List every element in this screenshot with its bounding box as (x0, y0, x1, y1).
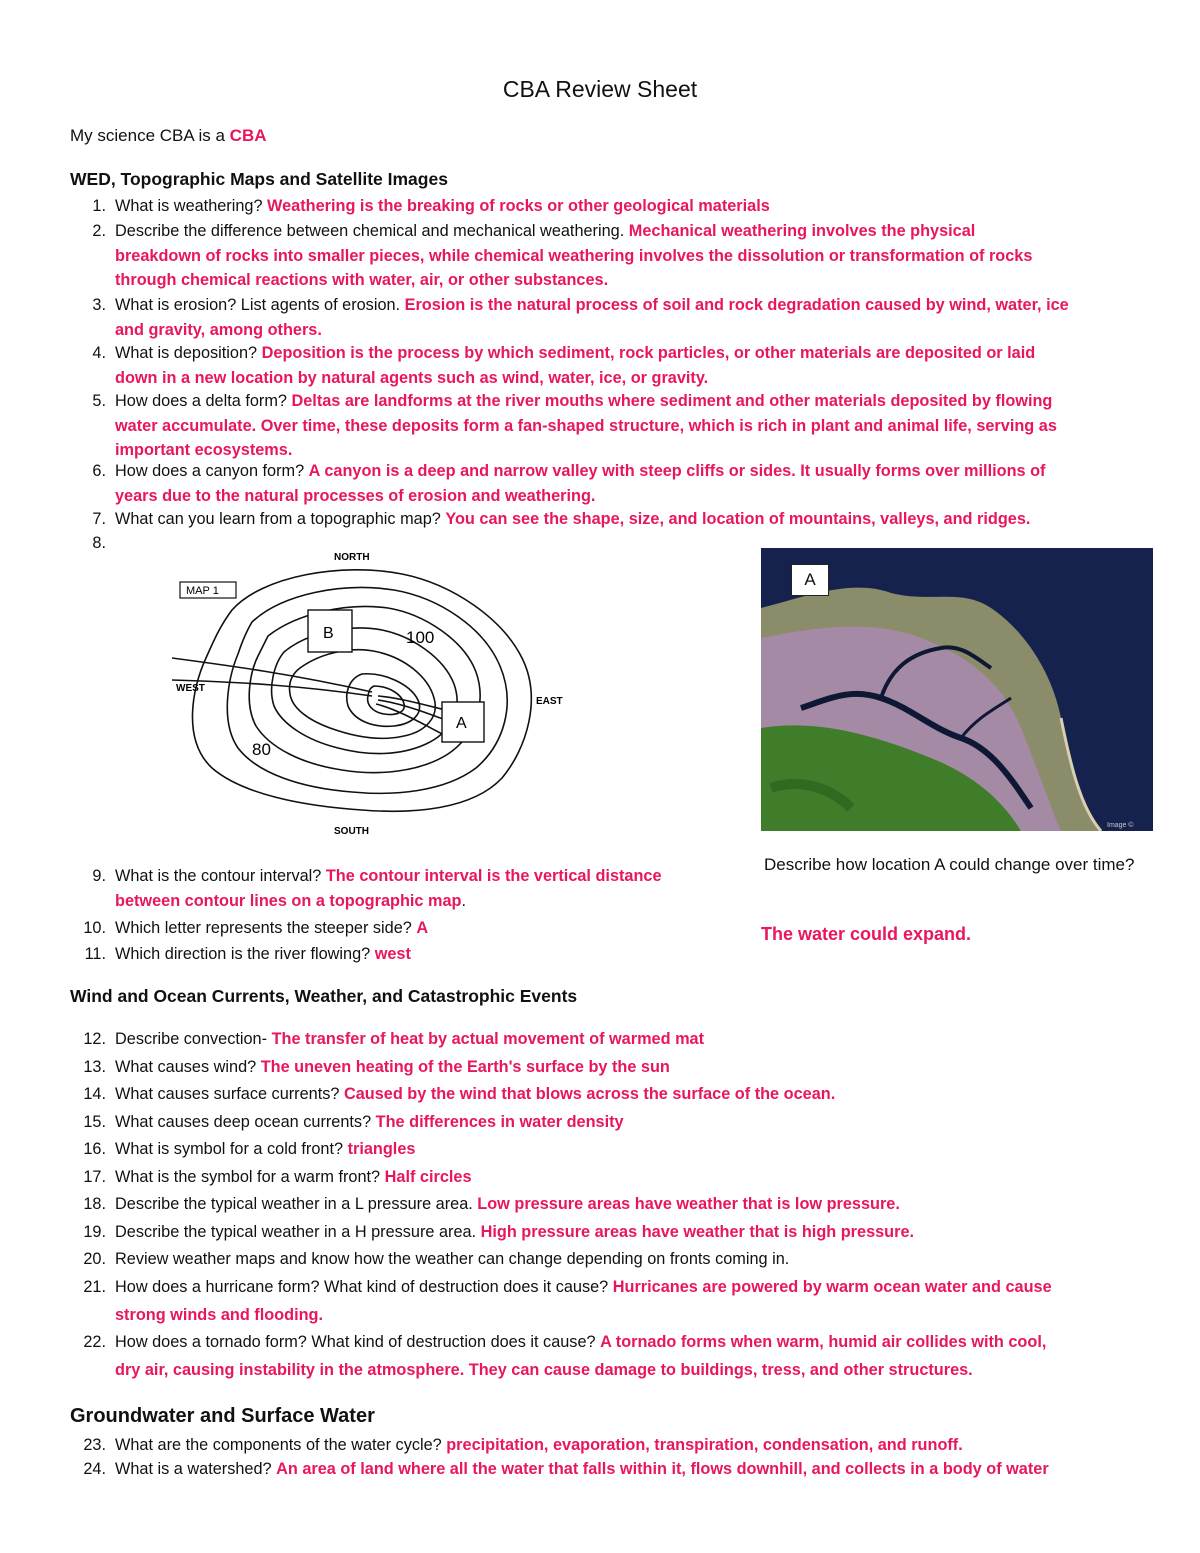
question-number: 6. (92, 462, 106, 480)
question-number: 3. (92, 296, 106, 314)
answer-text: The contour interval is the vertical distance (325, 867, 662, 885)
side-answer: The water could expand. (761, 924, 972, 944)
answer-text: Erosion is the natural process of soil and rock degradation caused by wind, water, ice (404, 296, 1069, 314)
intro-answer: CBA (229, 126, 267, 145)
answer-text-continued: dry air, causing instability in the atmosphere. They can cause damage to buildings, tress, and other structures. (115, 1360, 973, 1379)
question-number: 9. (92, 867, 106, 885)
question-number: 19. (83, 1223, 106, 1241)
answer-text: Hurricanes are powered by warm ocean water and cause (612, 1278, 1052, 1296)
question-text: How does a tornado form? What kind of destruction does it cause? (115, 1333, 601, 1351)
answer-text-continued: strong winds and flooding. (115, 1305, 324, 1324)
answer-text-continued: down in a new location by natural agents such as wind, water, ice, or gravity. (115, 368, 709, 387)
question-text: How does a delta form? (115, 392, 292, 410)
answer-text: Mechanical weathering involves the physical (628, 222, 976, 240)
question-text: How does a hurricane form? What kind of destruction does it cause? (115, 1278, 613, 1296)
question-number: 14. (83, 1085, 106, 1103)
answer-text: High pressure areas have weather that is high pressure. (480, 1223, 915, 1241)
intro-text: My science CBA is a (70, 126, 230, 145)
question-number: 17. (83, 1168, 106, 1186)
answer-text: A canyon is a deep and narrow valley with steep cliffs or sides. It usually forms over millions of (308, 462, 1046, 480)
question-text: Describe the typical weather in a H pressure area. (115, 1223, 481, 1241)
satellite-label-a: A (791, 564, 829, 596)
section-heading-wed: WED, Topographic Maps and Satellite Images (70, 169, 448, 189)
question-text: Review weather maps and know how the weather can change depending on fronts coming in. (115, 1250, 790, 1268)
satellite-image (761, 548, 1153, 831)
question-number: 1. (92, 197, 106, 215)
answer-text-continued: and gravity, among others. (115, 320, 322, 339)
topographic-map (172, 548, 572, 840)
answer-text: A (416, 919, 429, 937)
question-number: 15. (83, 1113, 106, 1131)
answer-text-continued: through chemical reactions with water, air, or other substances. (115, 271, 609, 289)
page-title: CBA Review Sheet (502, 76, 698, 102)
contour-line (249, 606, 480, 772)
question-text: What can you learn from a topographic map? (115, 510, 446, 528)
answer-text-continued: between contour lines on a topographic map (115, 891, 462, 910)
question-number: 5. (92, 392, 106, 410)
question-text: What causes wind? (115, 1058, 261, 1076)
question-text: What is the contour interval? (115, 867, 326, 885)
question-text: Describe the difference between chemical and mechanical weathering. (115, 222, 629, 240)
question-text: What causes surface currents? (115, 1085, 344, 1103)
answer-text: The transfer of heat by actual movement of warmed mat (271, 1030, 705, 1048)
elevation-label-high: 100 (406, 628, 435, 647)
question-number: 18. (83, 1195, 106, 1213)
answer-text: The uneven heating of the Earth's surface by the sun (260, 1058, 670, 1076)
answer-text: Half circles (384, 1168, 472, 1186)
image-credit: Image © (1107, 822, 1134, 829)
question-text: What is the symbol for a warm front? (115, 1168, 385, 1186)
compass-west: WEST (176, 683, 205, 694)
answer-text-continued: water accumulate. Over time, these deposits form a fan-shaped structure, which is rich in plant and animal life, serving as (115, 416, 1057, 435)
question-number: 10. (83, 919, 106, 937)
question-number: 2. (92, 222, 106, 240)
question-text: Describe the typical weather in a L pressure area. (115, 1195, 478, 1213)
question-text: What is a watershed? (115, 1460, 277, 1478)
question-text: Which direction is the river flowing? (115, 945, 375, 963)
question-text: What is erosion? List agents of erosion. (115, 296, 405, 314)
question-number: 20. (83, 1250, 106, 1268)
compass-east: EAST (536, 696, 563, 707)
answer-tail: . (461, 891, 466, 910)
label-b: B (323, 625, 334, 642)
question-text: Which letter represents the steeper side? (115, 919, 417, 937)
question-number: 4. (92, 344, 106, 362)
answer-text: Deltas are landforms at the river mouths where sediment and other materials deposited by flowing (291, 392, 1053, 410)
answer-text: An area of land where all the water that falls within it, flows downhill, and collects in a body of water (276, 1460, 1049, 1478)
question-text: What is symbol for a cold front? (115, 1140, 348, 1158)
question-number: 8. (92, 534, 106, 552)
section-heading-wind: Wind and Ocean Currents, Weather, and Catastrophic Events (70, 986, 578, 1006)
answer-text-continued: breakdown of rocks into smaller pieces, while chemical weathering involves the dissolution or transformation of rocks (115, 246, 1033, 265)
question-number: 12. (83, 1030, 106, 1048)
question-number: 13. (83, 1058, 106, 1076)
answer-text: Low pressure areas have weather that is low pressure. (477, 1195, 900, 1213)
side-question: Describe how location A could change over time? (764, 855, 1135, 874)
question-text: What are the components of the water cycle? (115, 1436, 447, 1454)
contour-line (347, 674, 420, 727)
compass-south: SOUTH (334, 826, 369, 837)
answer-text-continued: important ecosystems. (115, 441, 293, 459)
question-text: Describe convection- (115, 1030, 272, 1048)
elevation-label-low: 80 (252, 740, 271, 759)
answer-text: precipitation, evaporation, transpiration, condensation, and runoff. (446, 1436, 963, 1454)
question-number: 11. (84, 945, 106, 963)
question-number: 24. (83, 1460, 106, 1478)
question-number: 23. (83, 1436, 106, 1454)
question-number: 16. (83, 1140, 106, 1158)
answer-text: Weathering is the breaking of rocks or other geological materials (267, 197, 770, 215)
answer-text: Caused by the wind that blows across the surface of the ocean. (343, 1085, 836, 1103)
question-number: 7. (92, 510, 106, 528)
map-title: MAP 1 (186, 585, 219, 597)
question-number: 21. (83, 1278, 106, 1296)
section-heading-water: Groundwater and Surface Water (70, 1405, 375, 1427)
answer-text: The differences in water density (375, 1113, 624, 1131)
answer-text: triangles (347, 1140, 416, 1158)
question-text: What causes deep ocean currents? (115, 1113, 376, 1131)
question-text: What is weathering? (115, 197, 268, 215)
answer-text: You can see the shape, size, and location of mountains, valleys, and ridges. (445, 510, 1031, 528)
answer-text: A tornado forms when warm, humid air collides with cool, (600, 1333, 1047, 1351)
question-number: 22. (83, 1333, 106, 1351)
answer-text: west (374, 945, 411, 963)
contour-line (368, 686, 405, 715)
answer-text: Deposition is the process by which sediment, rock particles, or other materials are deposited or laid (261, 344, 1036, 362)
answer-text-continued: years due to the natural processes of erosion and weathering. (115, 486, 596, 505)
label-a: A (456, 715, 467, 732)
intro-line (70, 126, 267, 146)
compass-north: NORTH (334, 552, 370, 563)
question-text: What is deposition? (115, 344, 262, 362)
question-text: How does a canyon form? (115, 462, 309, 480)
